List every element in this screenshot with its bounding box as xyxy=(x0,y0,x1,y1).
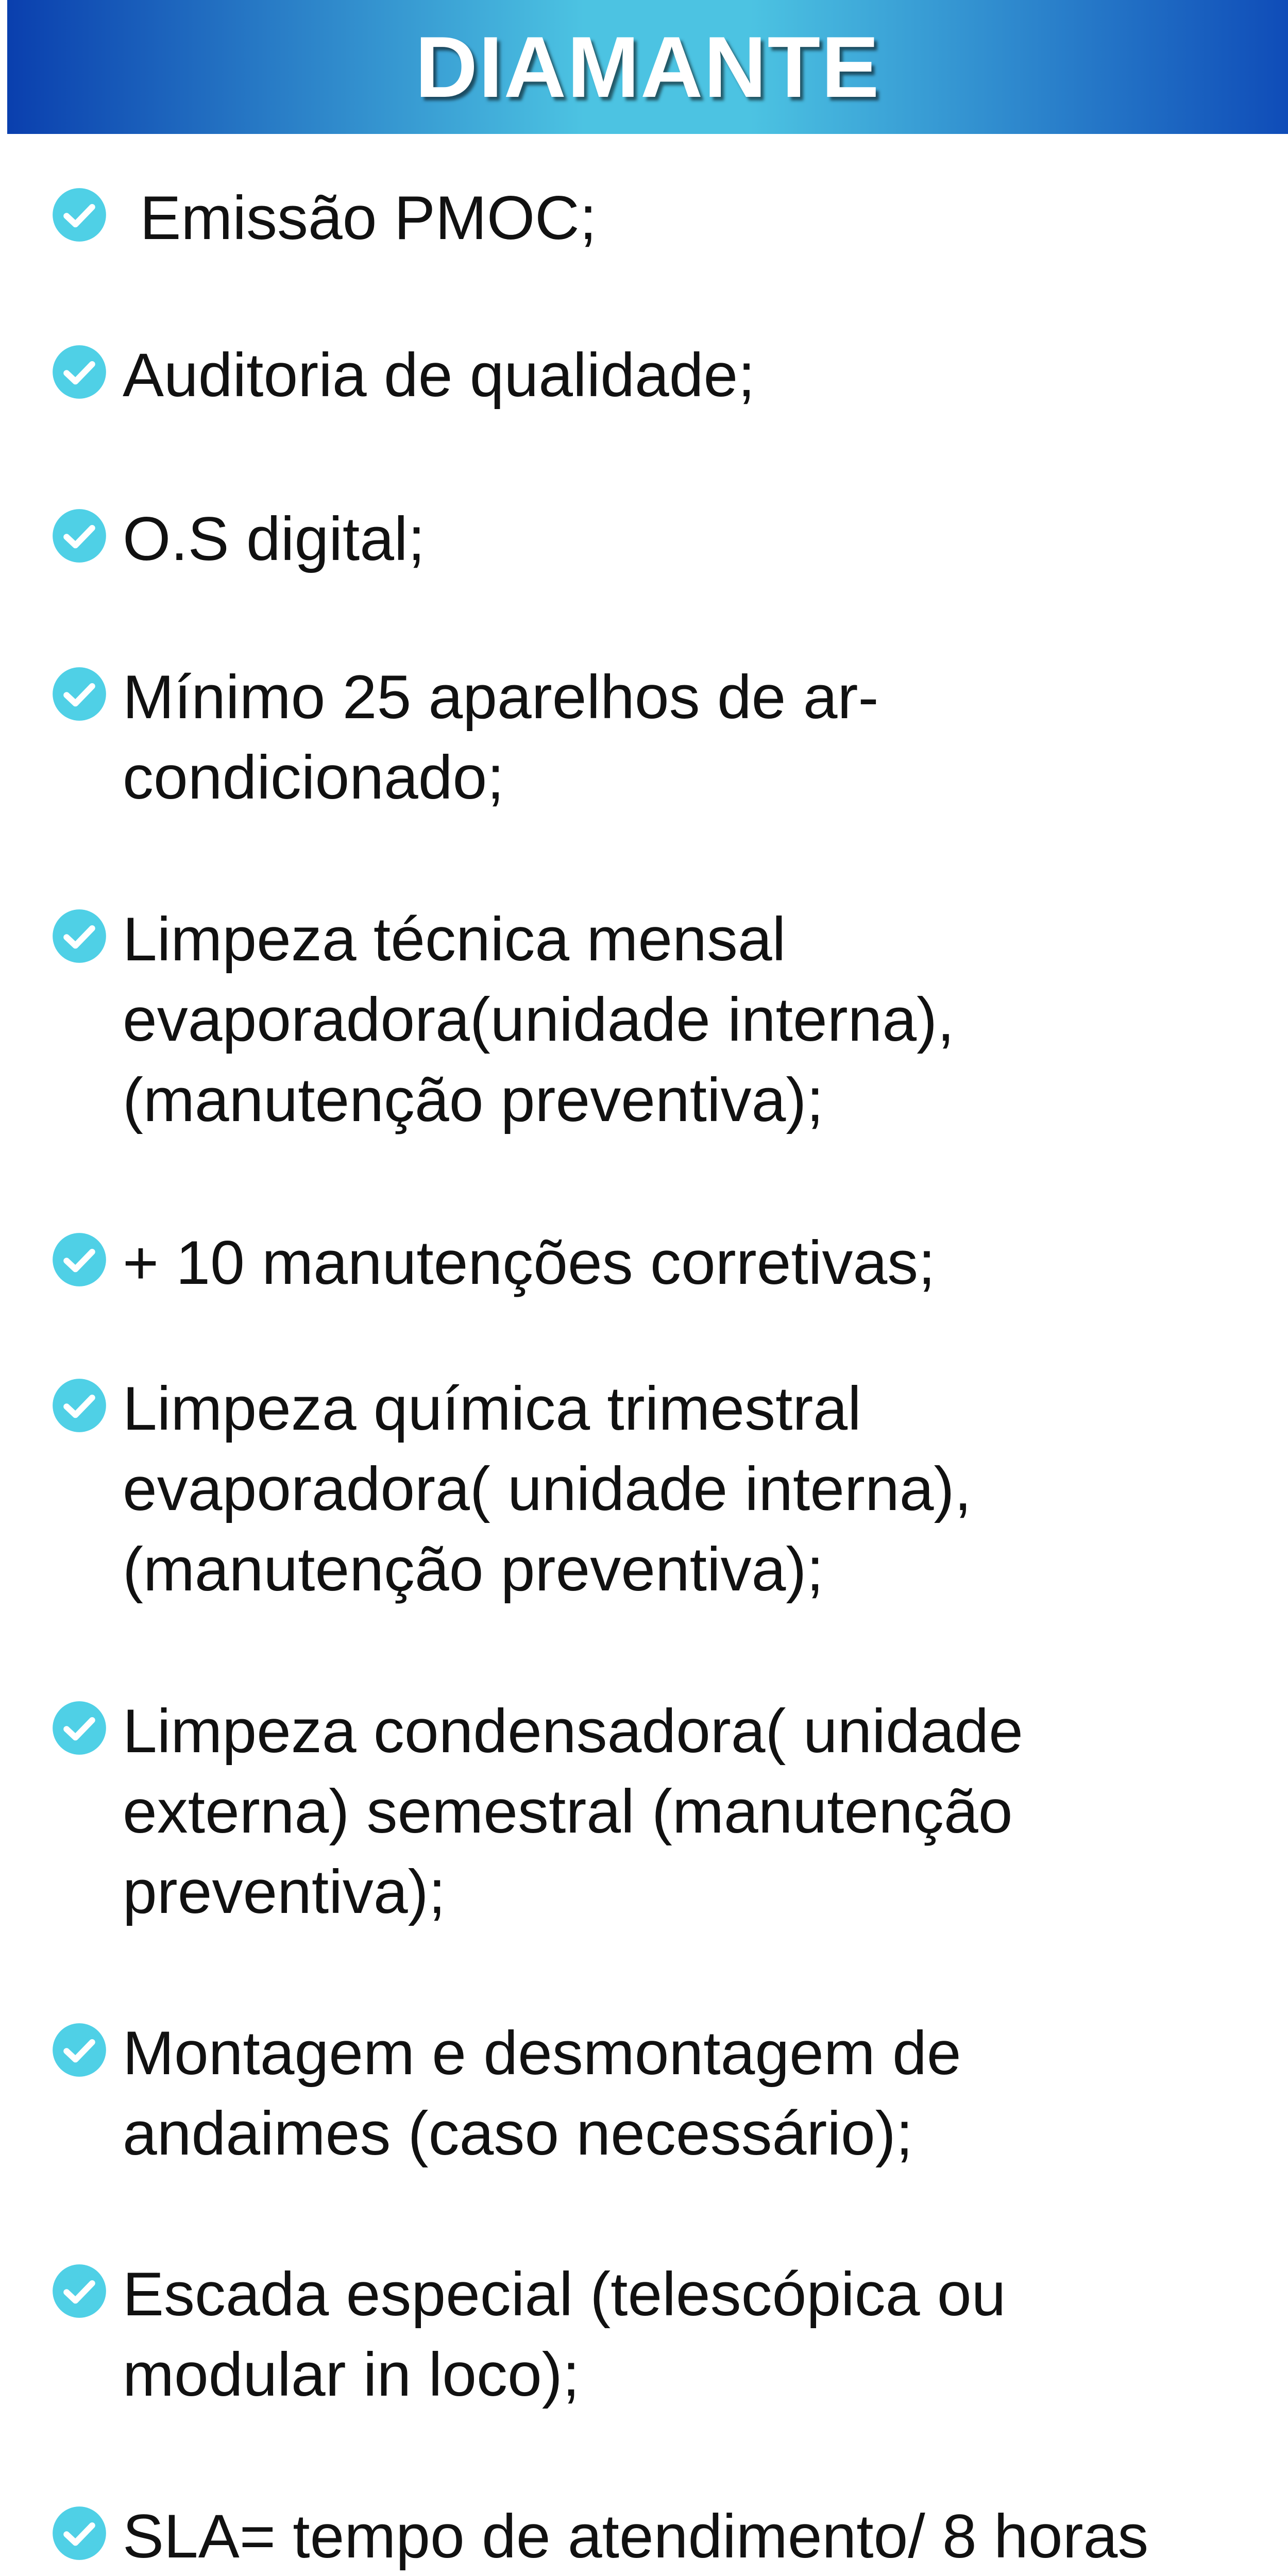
feature-line: modular in loco); xyxy=(123,2340,580,2409)
feature-item xyxy=(52,499,1262,579)
feature-line: O.S digital; xyxy=(123,504,425,573)
feature-line: (manutenção preventiva); xyxy=(123,1065,824,1134)
feature-item xyxy=(52,1691,1262,1932)
feature-line: preventiva); xyxy=(123,1857,446,1926)
check-circle-icon xyxy=(52,2263,107,2319)
feature-item xyxy=(52,2496,1262,2576)
feature-line: externa) semestral (manutenção xyxy=(123,1777,1013,1846)
feature-line: SLA= tempo de atendimento/ 8 horas xyxy=(123,2502,1149,2571)
feature-line: Limpeza química trimestral xyxy=(123,1374,861,1443)
feature-line: Escada especial (telescópica ou xyxy=(123,2260,1006,2329)
check-circle-icon xyxy=(52,666,107,722)
check-circle-icon xyxy=(52,1232,107,1287)
feature-line: Auditoria de qualidade; xyxy=(123,341,755,410)
feature-line: condicionado; xyxy=(123,743,504,812)
feature-item xyxy=(52,1223,1262,1303)
check-circle-icon xyxy=(52,908,107,964)
feature-line: Limpeza condensadora( unidade xyxy=(123,1697,1023,1766)
feature-line: (manutenção preventiva); xyxy=(123,1535,824,1604)
feature-line: + 10 manutenções corretivas; xyxy=(123,1228,936,1297)
feature-line: evaporadora( unidade interna), xyxy=(123,1454,972,1523)
feature-line: andaimes (caso necessário); xyxy=(123,2099,913,2168)
check-circle-icon xyxy=(52,187,107,243)
plan-title: DIAMANTE xyxy=(415,19,880,115)
feature-item xyxy=(52,657,1262,818)
check-circle-icon xyxy=(52,1700,107,1756)
feature-item xyxy=(52,2013,1262,2174)
feature-item xyxy=(52,335,1262,415)
feature-item xyxy=(52,899,1262,1140)
feature-item xyxy=(52,1368,1262,1609)
check-circle-icon xyxy=(52,1378,107,1433)
feature-line: Limpeza técnica mensal xyxy=(123,905,786,974)
check-circle-icon xyxy=(52,2505,107,2561)
feature-line: evaporadora(unidade interna), xyxy=(123,985,955,1054)
feature-item xyxy=(52,2254,1262,2415)
feature-item xyxy=(52,178,1262,258)
check-circle-icon xyxy=(52,508,107,564)
check-circle-icon xyxy=(52,2022,107,2078)
check-circle-icon xyxy=(52,344,107,400)
feature-line: Emissão PMOC; xyxy=(123,183,597,252)
feature-line: Mínimo 25 aparelhos de ar- xyxy=(123,663,879,732)
feature-line: Montagem e desmontagem de xyxy=(123,2019,961,2088)
